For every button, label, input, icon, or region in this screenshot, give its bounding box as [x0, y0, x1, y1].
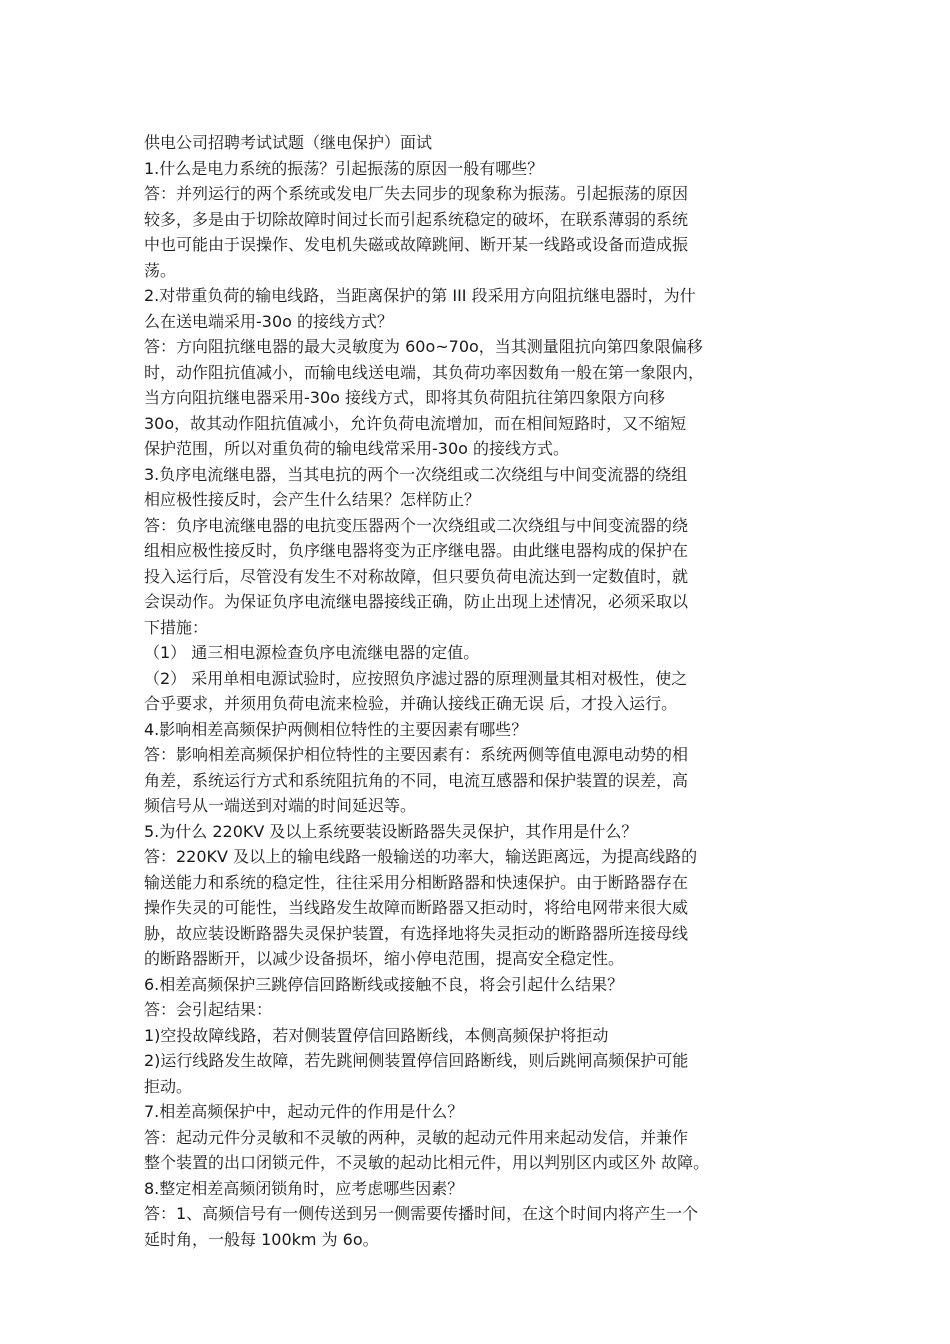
text-line: 组相应极性接反时，负序继电器将变为正序继电器。由此继电器构成的保护在: [144, 541, 689, 560]
text-line: 1)空投故障线路，若对侧装置停信回路断线，本侧高频保护将拒动: [144, 1025, 609, 1045]
text-line: 的断路器断开，以减少设备损坏，缩小停电范围，提高安全稳定性。: [144, 949, 625, 968]
text-line: 3.负序电流继电器，当其电抗的两个一次绕组或二次绕组与中间变流器的绕组: [144, 464, 688, 484]
text-line: 2.对带重负荷的输电线路，当距离保护的第 III 段采用方向阻抗继电器时，为什: [144, 286, 696, 305]
text-line: 频信号从一端送到对端的时间延迟等。: [144, 796, 417, 815]
text-line: 答：并列运行的两个系统或发电厂失去同步的现象称为振荡。引起振荡的原因: [144, 184, 689, 203]
text-line: 当方向阻抗继电器采用-30o 接线方式，即将其负荷阻抗往第四象限方向移: [144, 388, 666, 407]
text-line: 下措施：: [144, 617, 209, 637]
text-line: 答：方向阻抗继电器的最大灵敏度为 60o~70o，当其测量阻抗向第四象限偏移: [144, 337, 703, 356]
text-line: 30o，故其动作阻抗值减小，允许负荷电流增加，而在相间短路时，又不缩短: [144, 413, 687, 433]
text-line: 6.相差高频保护三跳停信回路断线或接触不良，将会引起什么结果？: [144, 974, 624, 994]
text-line: 么在送电端采用-30o 的接线方式？: [144, 311, 394, 331]
text-line: 7.相差高频保护中，起动元件的作用是什么？: [144, 1102, 464, 1121]
text-line: 1.什么是电力系统的振荡？引起振荡的原因一般有哪些？: [144, 158, 544, 178]
text-line: 操作失灵的可能性，当线路发生故障而断路器又拒动时，将给电网带来很大威: [144, 898, 689, 917]
text-line: 胁，故应装设断路器失灵保护装置，有选择地将失灵拒动的断路器所连接母线: [144, 923, 689, 943]
text-line: 投入运行后，尽管没有发生不对称故障，但只要负荷电流达到一定数值时，就: [144, 566, 689, 586]
text-line: 答：起动元件分灵敏和不灵敏的两种，灵敏的起动元件用来起动发信，并兼作: [144, 1127, 689, 1147]
text-line: 拒动。: [144, 1076, 193, 1096]
text-line: 2)运行线路发生故障，若先跳闸侧装置停信回路断线，则后跳闸高频保护可能: [144, 1051, 689, 1070]
document-title: 供电公司招聘考试试题（继电保护）面试: [144, 133, 433, 152]
text-line: 保护范围，所以对重负荷的输电线常采用-30o 的接线方式。: [144, 439, 570, 458]
text-line: 延时角，一般每 100km 为 6o。: [144, 1229, 379, 1249]
text-line: 答：220KV 及以上的输电线路一般输送的功率大，输送距离远，为提高线路的: [144, 847, 698, 866]
text-line: （1） 通三相电源检查负序电流继电器的定值。: [144, 643, 480, 662]
text-line: 输送能力和系统的稳定性，往往采用分相断路器和快速保护。由于断路器存在: [144, 872, 689, 892]
text-line: 角差，系统运行方式和系统阻抗角的不同，电流互感器和保护装置的误差，高: [144, 770, 689, 790]
document-page: [144, 130, 814, 1252]
text-line: （2） 采用单相电源试验时，应按照负序滤过器的原理测量其相对极性，使之: [144, 668, 688, 688]
text-line: 较多，多是由于切除故障时间过长而引起系统稳定的破坏，在联系薄弱的系统: [144, 209, 689, 229]
text-line: 荡。: [144, 260, 177, 280]
text-line: 整个装置的出口闭锁元件，不灵敏的起动比相元件，用以判别区内或区外 故障。: [144, 1153, 710, 1172]
text-line: 4.影响相差高频保护两侧相位特性的主要因素有哪些？: [144, 719, 528, 739]
text-line: 时，动作阻抗值减小，而输电线送电端，其负荷功率因数角一般在第一象限内，: [144, 362, 705, 382]
text-line: 合乎要求，并须用负荷电流来检验，并确认接线正确无误 后，才投入运行。: [144, 694, 678, 713]
text-line: 会误动作。为保证负序电流继电器接线正确，防止出现上述情况，必须采取以: [144, 592, 689, 611]
text-line: 5.为什么 220KV 及以上系统要装设断路器失灵保护，其作用是什么？: [144, 821, 638, 841]
text-line: 答：1、高频信号有一侧传送到另一侧需要传播时间，在这个时间内将产生一个: [144, 1204, 699, 1223]
text-line: 8.整定相差高频闭锁角时，应考虑哪些因素？: [144, 1178, 464, 1198]
text-line: 答：负序电流继电器的电抗变压器两个一次绕组或二次绕组与中间变流器的绕: [144, 515, 689, 535]
text-line: 答：会引起结果：: [144, 1000, 273, 1019]
text-line: 答：影响相差高频保护相位特性的主要因素有：系统两侧等值电源电动势的相: [144, 745, 689, 764]
text-line: 中也可能由于误操作、发电机失磁或故障跳闸、断开某一线路或设备而造成振: [144, 235, 689, 254]
text-line: 相应极性接反时，会产生什么结果？怎样防止？: [144, 490, 481, 509]
